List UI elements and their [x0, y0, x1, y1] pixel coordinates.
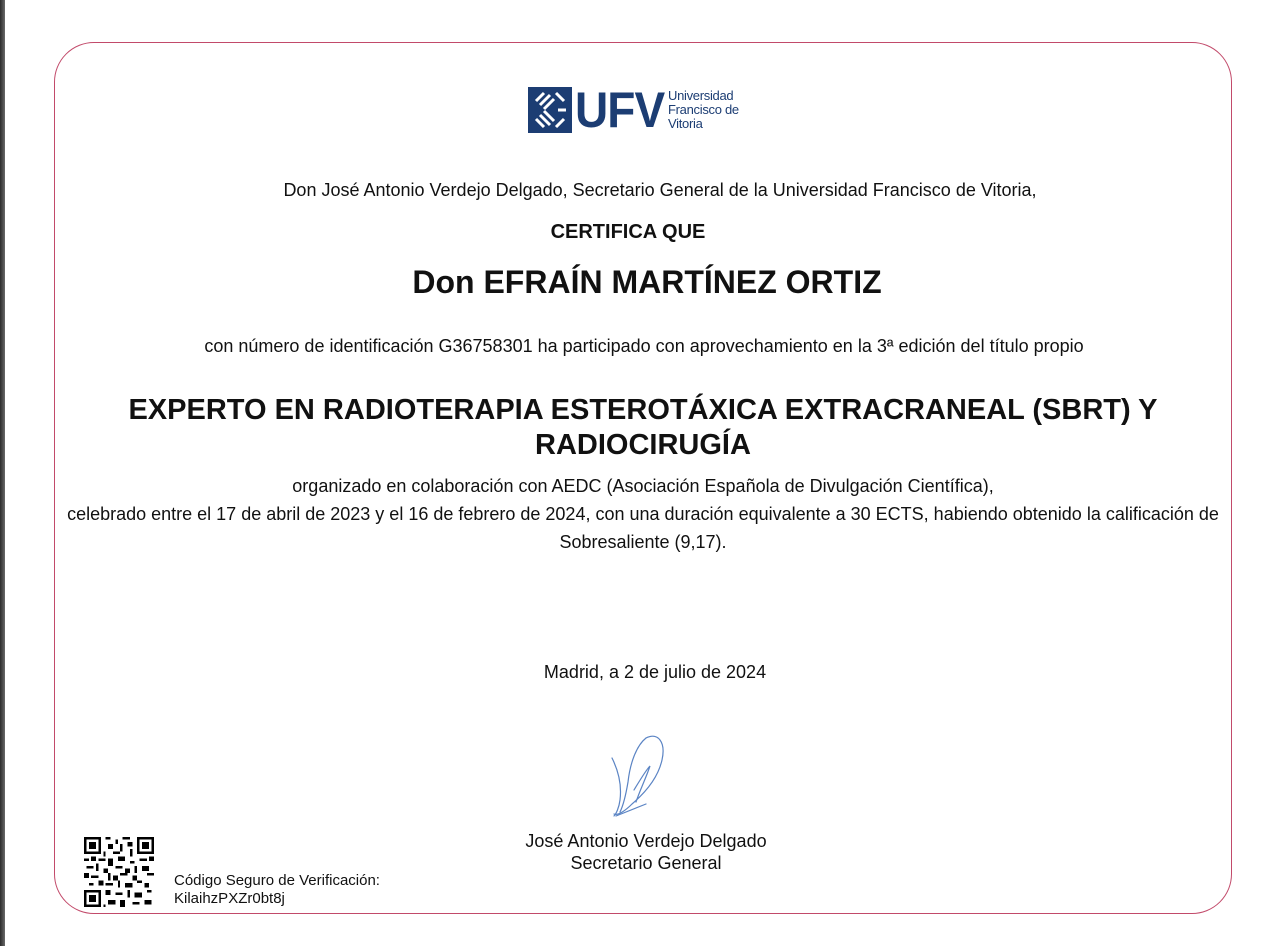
identification-text: con número de identificación G36758301 ha participado con aprovechamiento en la 3ª edición del título propio [204, 336, 1084, 356]
course-details [60, 472, 1226, 556]
university-logo [528, 82, 739, 138]
logo-letters: UFV [575, 82, 665, 138]
ufv-logo-icon [528, 87, 572, 133]
logo-university-name [668, 89, 739, 131]
window-edge [0, 0, 5, 946]
organized-text: organizado en colaboración con AEDC (Asociación Española de Divulgación Científica), [292, 476, 994, 496]
verification-label: Código Seguro de Verificación: [174, 872, 380, 889]
signer-block [6, 830, 1280, 874]
signature-icon [606, 730, 670, 820]
logo-name-line: Vitoria [668, 116, 703, 131]
logo-name-line: Francisco de [668, 102, 739, 117]
course-title: EXPERTO EN RADIOTERAPIA ESTEROTÁXICA EXTRACRANEAL (SBRT) Y RADIOCIRUGÍA [128, 394, 1158, 461]
place-date: Madrid, a 2 de julio de 2024 [543, 662, 767, 682]
logo-name-line: Universidad [668, 88, 734, 103]
verification-code-block [174, 872, 380, 908]
signer-role: Secretario General [570, 853, 722, 873]
qr-code-icon [84, 837, 154, 907]
verification-code: KilaihzPXZr0bt8j [174, 890, 285, 907]
recipient-name: Don EFRAÍN MARTÍNEZ ORTIZ [412, 264, 882, 300]
intro-text: Don José Antonio Verdejo Delgado, Secretario General de la Universidad Francisco de Vitoria, [283, 180, 1037, 200]
signer-name: José Antonio Verdejo Delgado [525, 831, 767, 851]
certifica-heading: CERTIFICA QUE [550, 221, 706, 243]
dates-grade-text: celebrado entre el 17 de abril de 2023 y el 16 de febrero de 2024, con una duración equivalente a 30 ECTS, habiendo obtenido la calificación de Sobresaliente (9,17). [67, 504, 1219, 552]
